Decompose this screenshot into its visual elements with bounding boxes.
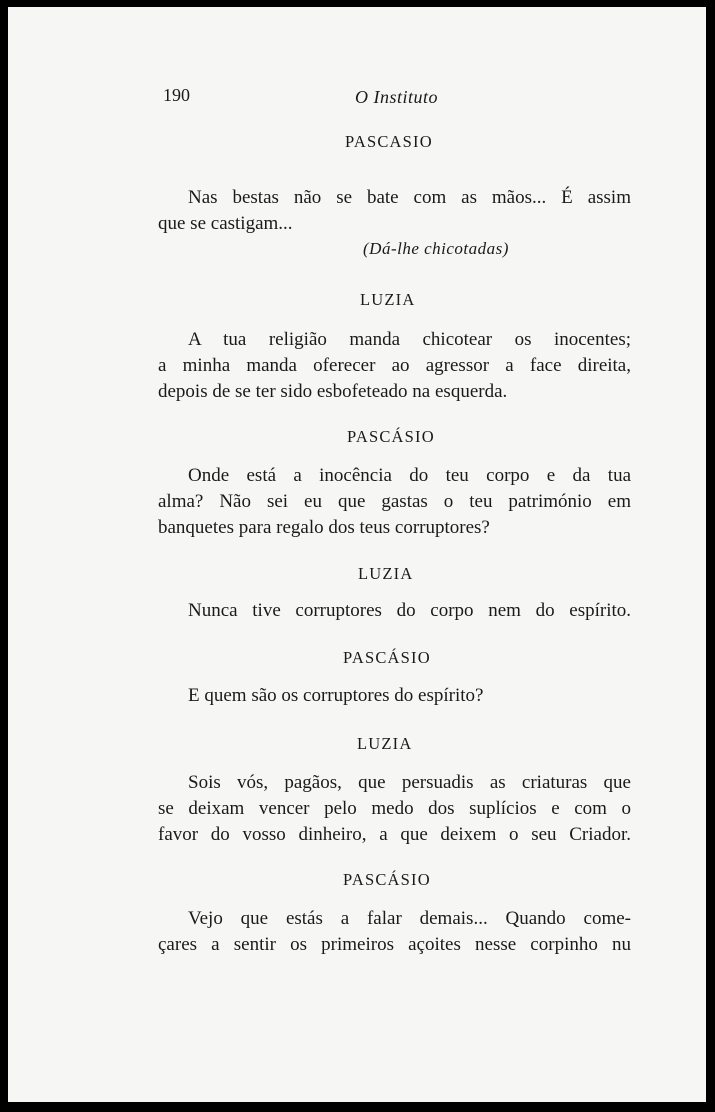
speaker-name: PASCÁSIO xyxy=(343,648,431,667)
dialogue-line: E quem são os corruptores do espírito? xyxy=(188,685,484,706)
dialogue-line: A tua religião manda chicotear os inocentes; xyxy=(188,329,631,350)
dialogue-line: se deixam vencer pelo medo dos suplícios e com o xyxy=(158,798,631,819)
speaker-name: LUZIA xyxy=(357,734,413,753)
dialogue-line: Sois vós, pagãos, que persuadis as criaturas que xyxy=(188,772,631,793)
dialogue-line: a minha manda oferecer ao agressor a face direita, xyxy=(158,355,631,376)
speaker-name: PASCÁSIO xyxy=(343,870,431,889)
dialogue-line: Vejo que estás a falar demais... Quando come- xyxy=(188,908,631,929)
dialogue-line: çares a sentir os primeiros açoites nesse corpinho nu xyxy=(158,934,631,955)
dialogue-line: que se castigam... xyxy=(158,213,293,234)
dialogue-line: banquetes para regalo dos teus corruptores? xyxy=(158,517,490,538)
dialogue-line: Nas bestas não se bate com as mãos... É assim xyxy=(188,187,631,208)
page-number: 190 xyxy=(163,85,190,105)
stage-direction: (Dá-lhe chicotadas) xyxy=(363,239,509,258)
dialogue-line: Onde está a inocência do teu corpo e da tua xyxy=(188,465,631,486)
running-title: O Instituto xyxy=(355,87,439,107)
dialogue-line: alma? Não sei eu que gastas o teu património em xyxy=(158,491,631,512)
page-header xyxy=(163,85,633,109)
speaker-name: LUZIA xyxy=(358,564,414,583)
dialogue-line: depois de se ter sido esbofeteado na esquerda. xyxy=(158,381,508,402)
speaker-name: PASCASIO xyxy=(345,132,433,151)
dialogue-line: Nunca tive corruptores do corpo nem do espírito. xyxy=(188,600,631,621)
dialogue-line: favor do vosso dinheiro, a que deixem o seu Criador. xyxy=(158,824,631,845)
speaker-name: PASCÁSIO xyxy=(347,427,435,446)
speaker-name: LUZIA xyxy=(360,290,416,309)
book-page xyxy=(8,7,706,1102)
